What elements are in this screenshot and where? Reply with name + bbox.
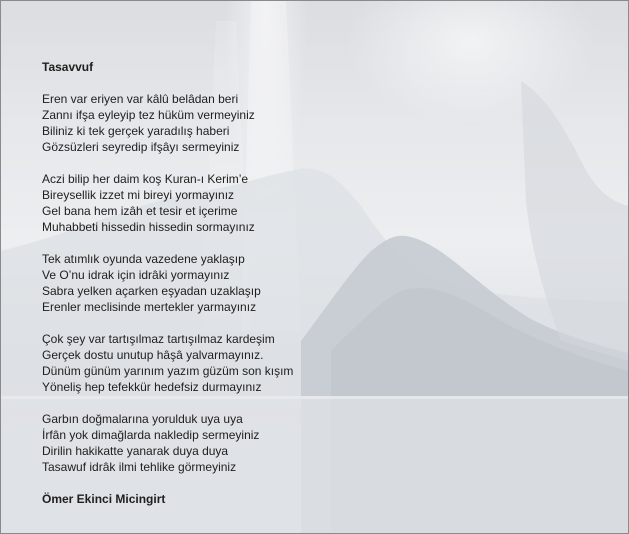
poem-line: Gel bana hem izâh et tesir et içerime <box>42 204 238 218</box>
poem-line: Tasawuf idrâk ilmi tehlike görmeyiniz <box>42 460 237 474</box>
poem-line: Eren var eriyen var kâlû belâdan beri <box>42 92 239 106</box>
poem-line: Sabra yelken açarken eşyadan uzaklaşıp <box>42 284 261 298</box>
stanza-1 <box>42 91 462 155</box>
poem-line: Ve O’nu idrak için idrâki yormayınız <box>42 268 230 282</box>
poem-line: Zannı ifşa eyleyip tez hüküm vermeyiniz <box>42 108 255 122</box>
poem-line: Bireysellik izzet mi bireyi yormayınız <box>42 188 235 202</box>
poem <box>42 59 462 507</box>
poem-line: Biliniz ki tek gerçek yaradılış haberi <box>42 124 230 138</box>
poem-line: Garbın doğmalarına yorulduk uya uya <box>42 412 243 426</box>
stanza-2 <box>42 171 462 235</box>
poem-line: Aczi bilip her daim koş Kuran-ı Kerim’e <box>42 172 249 186</box>
poem-line: İrfân yok dimağlarda nakledip sermeyiniz <box>42 428 260 442</box>
poem-line: Yöneliş hep tefekkür hedefsiz durmayınız <box>42 380 262 394</box>
poem-line: Dirilin hakikatte yanarak duya duya <box>42 444 229 458</box>
poem-line: Erenler meclisinde mertekler yarmayınız <box>42 300 257 314</box>
poem-author: Ömer Ekinci Micingirt <box>42 492 166 506</box>
poem-line: Çok şey var tartışılmaz tartışılmaz kardeşim <box>42 332 275 346</box>
poem-title: Tasavvuf <box>42 60 94 74</box>
poem-line: Gözsüzleri seyredip ifşâyı sermeyiniz <box>42 140 240 154</box>
poem-line: Dünüm günüm yarınım yazım güzüm son kışım <box>42 364 294 378</box>
poem-line: Gerçek dostu unutup hâşâ yalvarmayınız. <box>42 348 264 362</box>
stanza-4 <box>42 331 462 395</box>
poem-line: Muhabbeti hissedin hissedin sormayınız <box>42 220 255 234</box>
stanza-3 <box>42 251 462 315</box>
stanza-5 <box>42 411 462 475</box>
poem-line: Tek atımlık oyunda vazedene yaklaşıp <box>42 252 245 266</box>
